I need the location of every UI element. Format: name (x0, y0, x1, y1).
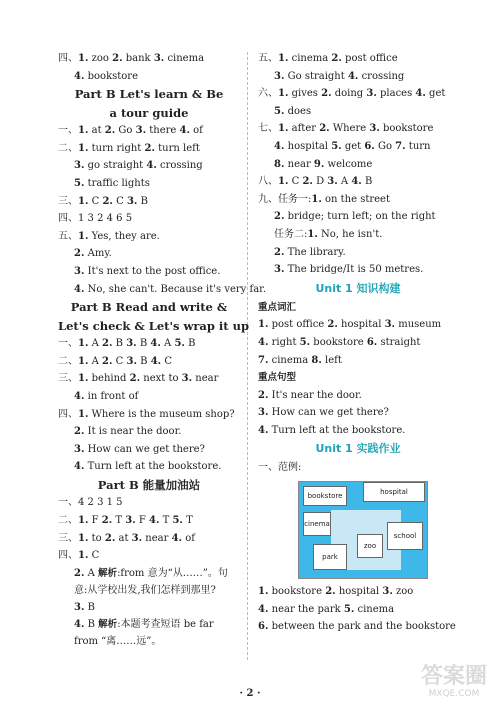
section-heading: Part B Let's learn & Be (74, 87, 224, 102)
answer-note: 4. B 解析:本题考查短语 be far from “离……远”。 (74, 619, 214, 648)
answer-line: 4. in front of (74, 390, 139, 402)
answer-line: 一、1. A 2. B 3. B 4. A 5. B (58, 338, 196, 350)
subheading-sentences: 重点句型 (258, 372, 297, 384)
answer-line: 五、1. Yes, they are. (58, 230, 160, 242)
answer-line: 4. near the park 5. cinema (258, 603, 395, 615)
answer-line: 四、1. Where is the museum shop? (58, 408, 235, 420)
answer-line: 2. It is near the door. (74, 426, 182, 438)
answer-line: 四、1. C (58, 550, 100, 562)
answer-line: 2. The library. (274, 246, 346, 258)
map-hospital: hospital (363, 482, 425, 502)
unit-heading: Unit 1 实践作业 (315, 442, 401, 456)
left-column (58, 50, 267, 650)
answer-line: 4. No, she can't. Because it's very far. (74, 283, 267, 295)
answer-line: 六、1. gives 2. doing 3. places 4. get (258, 88, 446, 100)
answer-line: 5. traffic lights (74, 177, 150, 189)
answer-line: 任务二:1. No, he isn't. (274, 228, 383, 240)
answer-line: 3. go straight 4. crossing (74, 160, 203, 172)
answer-line: 三、1. behind 2. next to 3. near (58, 373, 219, 385)
answer-line: 1. bookstore 2. hospital 3. zoo (258, 586, 414, 598)
map-bookstore: bookstore (303, 486, 347, 506)
answer-line: 四、1 3 2 4 6 5 (58, 213, 133, 225)
section-heading: Part B 能量加油站 (97, 477, 201, 492)
answer-line: 三、1. C 2. C 3. B (58, 195, 148, 207)
answer-line: 3. It's next to the post office. (74, 265, 221, 277)
answer-line: 3. Go straight 4. crossing (274, 70, 405, 82)
answer-line: 一、范例: (258, 462, 302, 474)
answer-line: 三、1. to 2. at 3. near 4. of (58, 532, 195, 544)
answer-line: 4. Turn left at the bookstore. (258, 424, 406, 436)
answer-line: 二、1. F 2. T 3. F 4. T 5. T (58, 514, 193, 526)
answer-line: 九、任务一:1. on the street (258, 193, 390, 205)
answer-line: 3. How can we get there? (74, 443, 205, 455)
map-cinema: cinema (303, 512, 331, 536)
answer-line: 二、1. turn right 2. turn left (58, 142, 200, 154)
answer-line: 3. How can we get there? (258, 407, 389, 419)
answer-line: 5. does (274, 105, 312, 117)
answer-line: 4. hospital 5. get 6. Go 7. turn (274, 140, 431, 152)
answer-line: 6. between the park and the bookstore (258, 621, 456, 633)
answer-line: 五、1. cinema 2. post office (258, 53, 398, 64)
section-heading: Let's check & Let's wrap it up (58, 318, 250, 333)
map-park: park (313, 544, 347, 570)
page-number: · 2 · (239, 688, 261, 699)
answer-line: 2. Amy. (74, 248, 112, 260)
map-zoo: zoo (357, 534, 383, 558)
unit-heading: Unit 1 知识构建 (315, 281, 401, 295)
answer-line: 四、1. zoo 2. bank 3. cinema (58, 53, 205, 64)
answer-line: 八、1. C 2. D 3. A 4. B (258, 176, 373, 188)
answer-line: 二、1. A 2. C 3. B 4. C (58, 355, 172, 367)
answer-line: 3. The bridge/It is 50 metres. (274, 264, 424, 276)
answer-line: 7. cinema 8. left (258, 354, 342, 366)
answer-line: 2. It's near the door. (258, 389, 362, 401)
answer-line: 七、1. after 2. Where 3. bookstore (258, 123, 434, 135)
answer-line: 一、4 2 3 1 5 (58, 497, 123, 509)
subheading-vocabulary: 重点词汇 (258, 301, 297, 313)
column-divider (247, 52, 248, 660)
answer-line: 8. near 9. welcome (274, 158, 373, 170)
map-school: school (387, 522, 423, 550)
answer-line: 一、1. at 2. Go 3. there 4. of (58, 125, 203, 137)
watermark-logo: 答案圈 MXQE.COM (420, 664, 487, 699)
answer-line: 4. right 5. bookstore 6. straight (258, 336, 421, 348)
section-heading: a tour guide (109, 105, 189, 120)
right-column (258, 50, 458, 636)
answer-line: 2. bridge; turn left; on the right (274, 211, 436, 223)
answer-line: 4. bookstore (74, 70, 139, 82)
section-heading: Part B Read and write & (70, 300, 228, 315)
answer-line: 4. Turn left at the bookstore. (74, 461, 222, 473)
answer-line: 3. B (74, 601, 95, 613)
answer-line: 1. post office 2. hospital 3. museum (258, 319, 442, 331)
answer-note: 2. A 解析:from 意为“从……”。句意:从学校出发,我们怎样到那里? (74, 567, 228, 596)
example-map (298, 481, 428, 579)
